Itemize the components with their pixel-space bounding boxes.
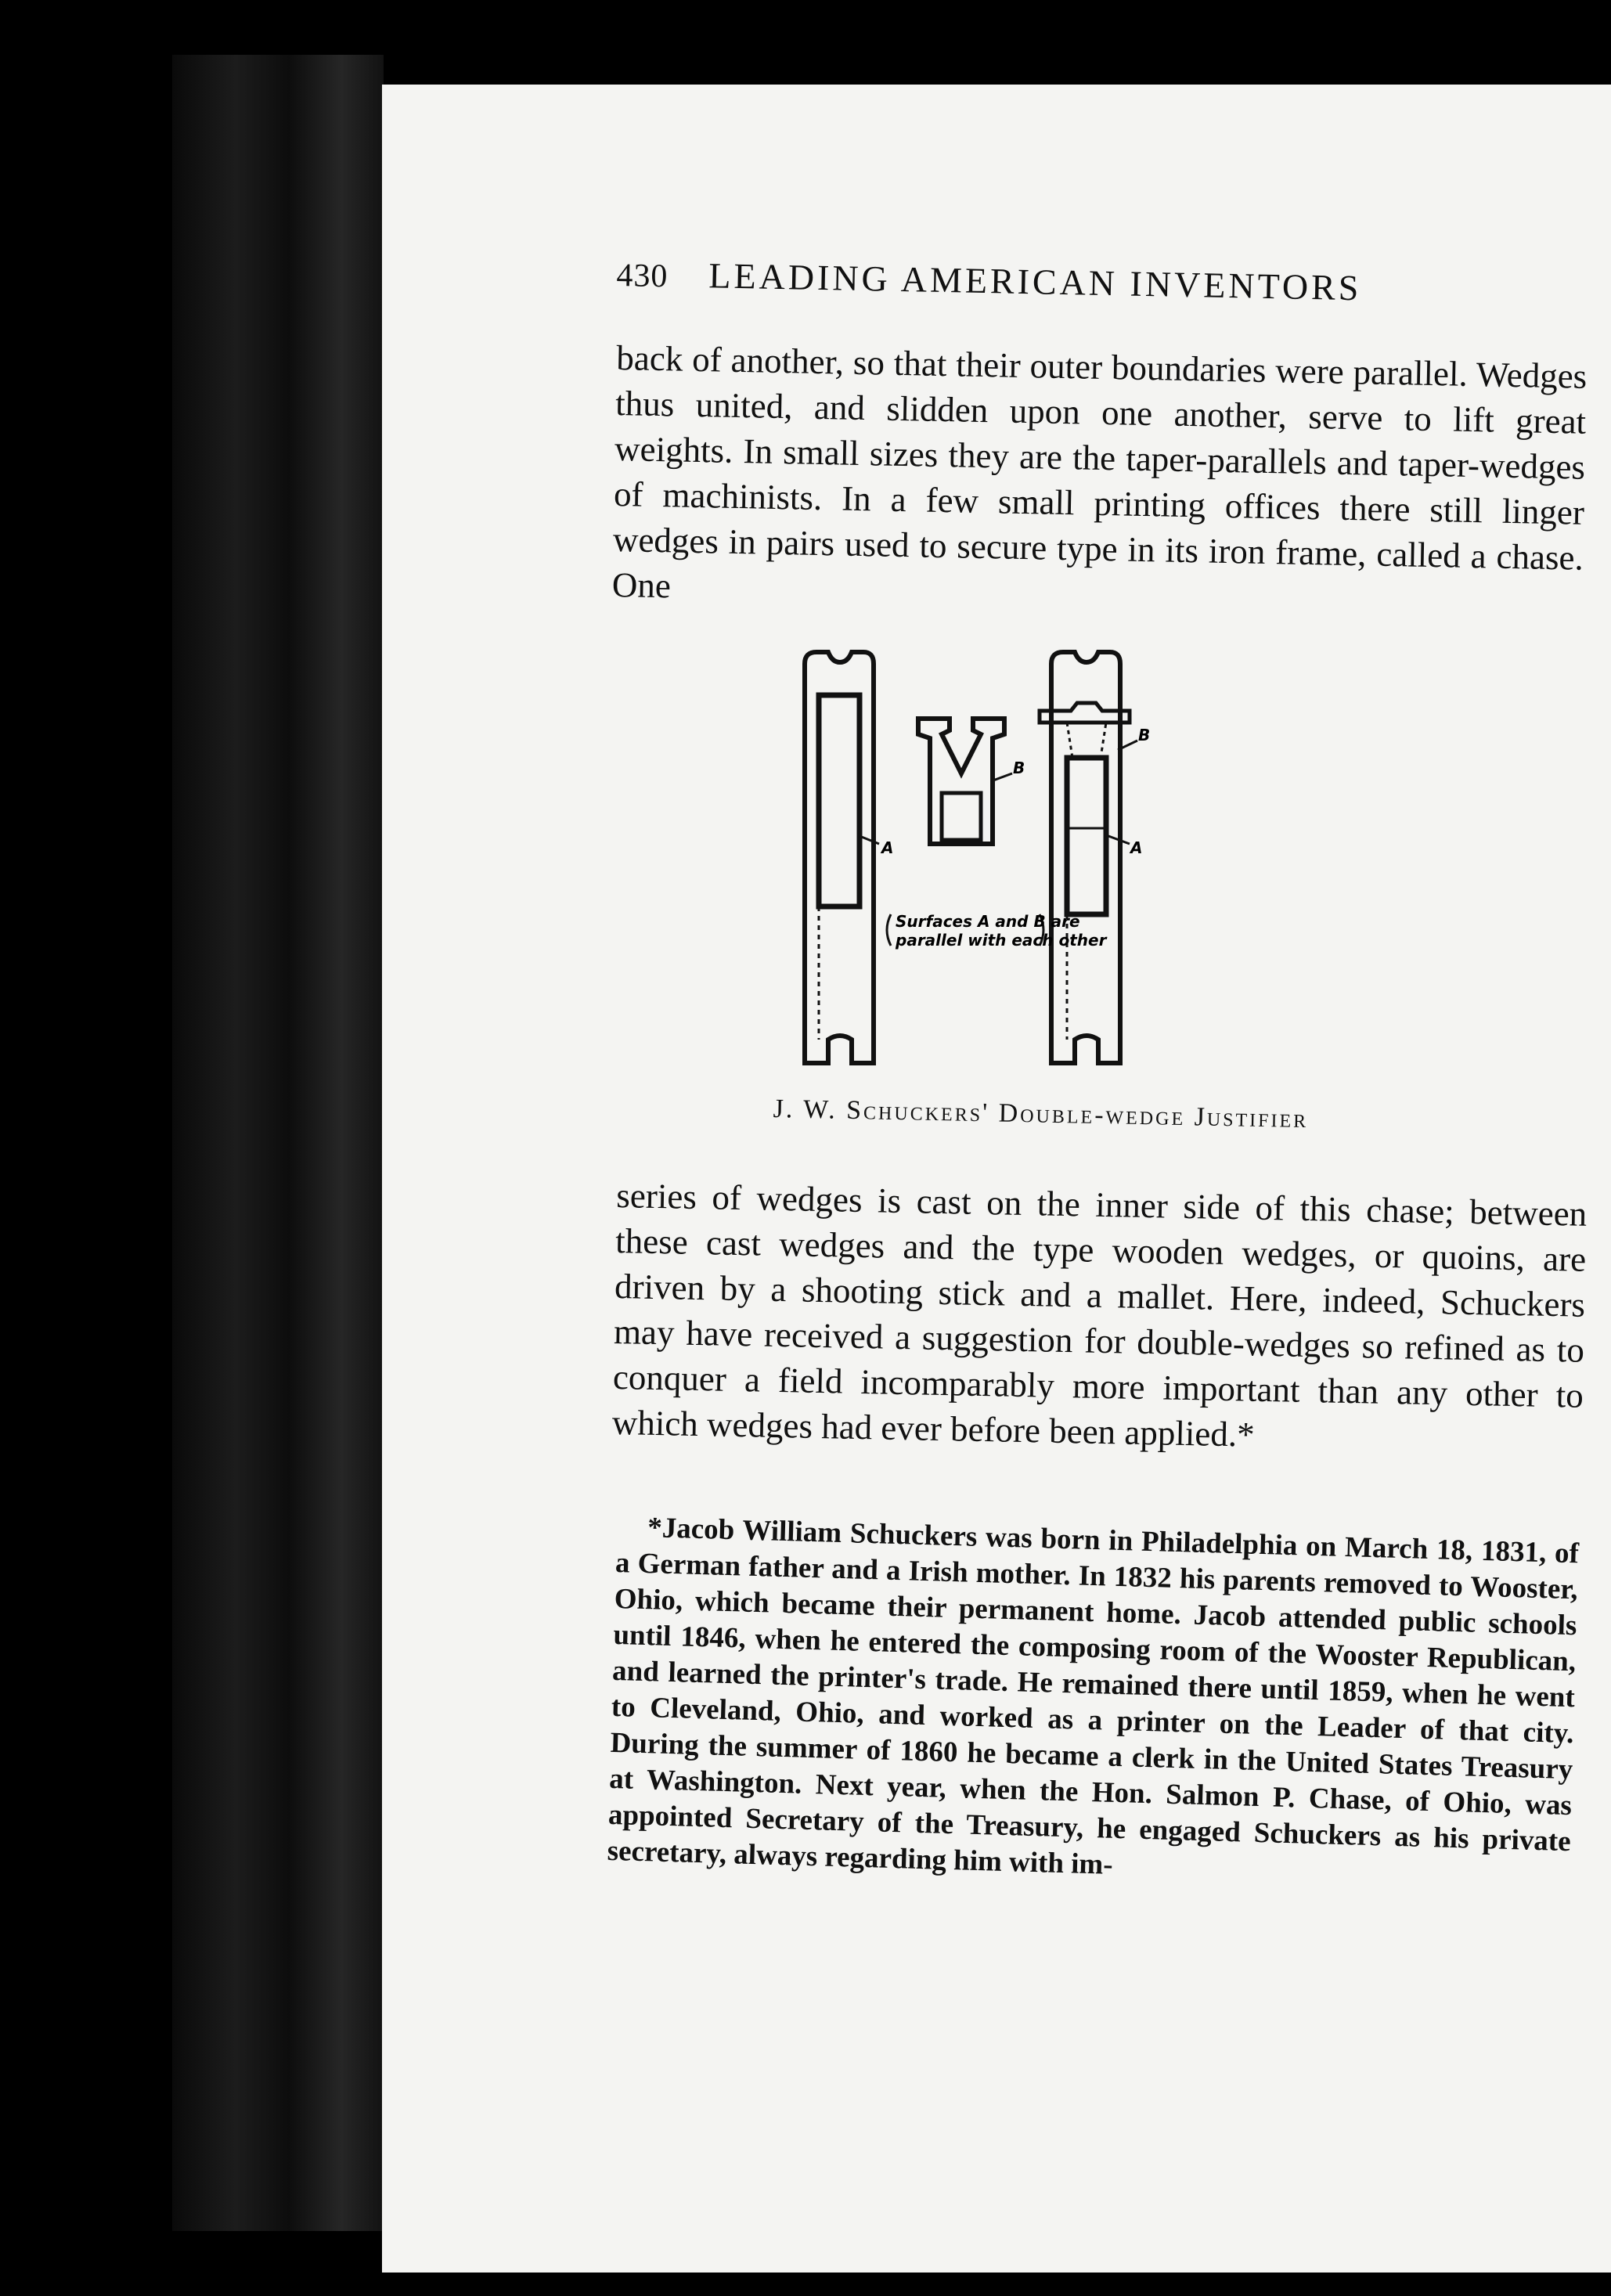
label-a-left: A [881, 838, 894, 857]
justifier-diagram [781, 648, 1188, 1087]
body-paragraph-1: back of another, so that their outer boundaries were parallel. Wedges thus united, and slidden upon one another, serve to lift great weights. In small sizes they are the taper-parallels and taper-wedges of machinists. In a few small printing offices there still linger wedges in pairs used to secure type in its iron frame, called a chase. One [611, 337, 1588, 606]
page-number: 430 [616, 257, 669, 295]
running-head [616, 253, 1478, 311]
page-title: LEADING AMERICAN INVENTORS [708, 255, 1362, 308]
left-wedge-drawing [805, 652, 874, 1063]
body-paragraph-2: series of wedges is cast on the inner side of this chase; between these cast wedges and the type wooden wedges, or quoins, are driven by a shooting stick and a mallet. Here, indeed, Schuckers may have received a suggestion for double-wedges so refined as to conquer a field incomparably more important than any other to which wedges had ever before been applied.* [611, 1175, 1588, 1454]
label-b-right: B [1138, 726, 1151, 744]
label-b-middle: B [1013, 759, 1025, 777]
book-edge [172, 55, 384, 2231]
justifier-figure [781, 648, 1188, 1087]
right-wedge-drawing [1040, 652, 1130, 1063]
footnote-text: Jacob William Schuckers was born in Philadelphia on March 18, 1831, of a German father and a Irish mother. In 1832 his parents removed to Wooster, Ohio, which became their permanent home. Jacob attended public schools until 1846, when he entered the composing room of the Wooster Republican, and learned the printer's trade. He remained there until 1859, when he went to Cleveland, Ohio, and worked as a printer on the Leader of that city. During the summer of 1860 he became a clerk in the United States Treasury at Washington. Next year, when the Hon. Salmon P. Chase, of Ohio, was appointed Secretary of the Treasury, he engaged Schuckers as his private secretary, always regarding him with im- [607, 1512, 1580, 1881]
figure-caption: J. W. Schuckers' Double-wedge Justifier [773, 1094, 1309, 1134]
footnote-marker: * [647, 1512, 663, 1544]
footnote [607, 1509, 1579, 1896]
figure-note-line-1: Surfaces A and B are [896, 912, 1080, 931]
figure-note-line-2: parallel with each other [896, 931, 1107, 950]
label-a-right: A [1130, 838, 1143, 857]
book-page [382, 85, 1611, 2273]
